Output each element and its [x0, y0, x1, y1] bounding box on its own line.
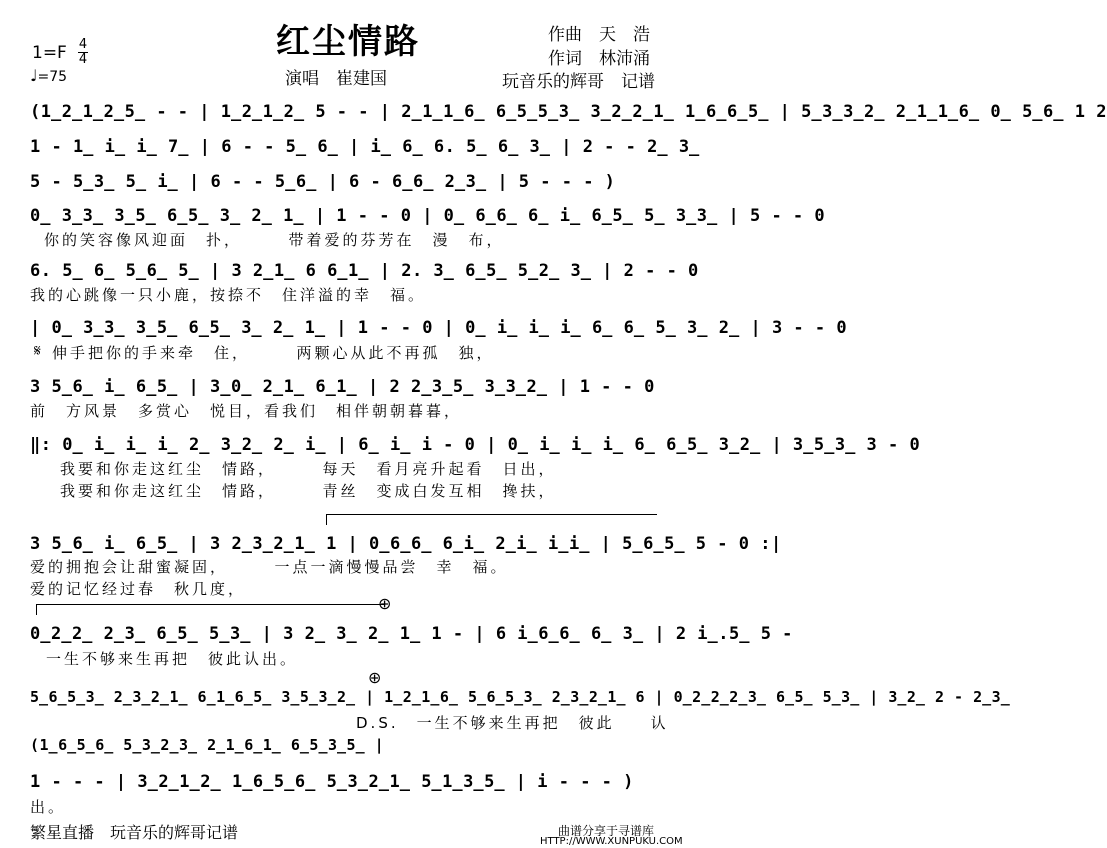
time-signature	[78, 38, 88, 67]
tempo-value: =75	[37, 69, 68, 85]
lyricist-credit: 作词 林沛涌	[548, 49, 650, 69]
melody-line-9: 3 5̲6̲ i̲ 6̲5̲ | 3 2̲3̲2̲1̲ 1 | 0̲6̲6̲ 6̲i̲ 2̲i̲ i̲i̲ | 5̲6̲5̲ 5 - 0 :|	[30, 534, 782, 554]
melody-line-4: 0̲ 3̲3̲ 3̲5̲ 6̲5̲ 3̲ 2̲ 1̲ | 1 - - 0 | 0̲ 6̲6̲ 6̲ i̲ 6̲5̲ 5̲ 3̲3̲ | 5 - - 0	[30, 206, 826, 226]
melody-line-8: ‖: 0̲ i̲ i̲ i̲ 2̲ 3̲2̲ 2̲ i̲ | 6̲ i̲ i - 0 | 0̲ i̲ i̲ i̲ 6̲ 6̲5̲ 3̲2̲ | 3̲5̲3̲ 3 - 0	[30, 435, 921, 455]
melody-line-12: (1̲6̲5̲6̲ 5̲3̲2̲3̲ 2̲1̲6̲1̲ 6̲5̲3̲5̲ |	[30, 736, 385, 754]
quarter-note-icon: ♩	[30, 66, 38, 85]
song-title: 红尘情路	[276, 22, 420, 62]
melody-line-3: 5 - 5̲3̲ 5̲ i̲ | 6 - - 5̲6̲ | 6 - 6̲6̲ 2̲3̲ | 5 - - - )	[30, 172, 616, 192]
key-signature: 1=F	[32, 43, 67, 63]
melody-line-6: | 0̲ 3̲3̲ 3̲5̲ 6̲5̲ 3̲ 2̲ 1̲ | 1 - - 0 | 0̲ i̲ i̲ i̲ 6̲ 6̲ 5̲ 3̲ 2̲ | 3 - - 0	[30, 318, 848, 338]
composer-credit: 作曲 天 浩	[548, 25, 650, 45]
lyric-line-7: 前 方风景 多赏心 悦目，看我们 相伴朝朝暮暮，	[30, 402, 463, 420]
coda-icon-2: ⊕	[368, 668, 382, 687]
time-top: 4	[78, 37, 88, 52]
lyric-line-8a: 我要和你走这红尘 情路， 每天 看月亮升起看 日出，	[60, 460, 557, 478]
volta-bracket-2	[36, 604, 385, 615]
melody-line-2: 1 - 1̲ i̲ i̲ 7̲ | 6 - - 5̲ 6̲ | i̲ 6̲ 6. 5̲ 6̲ 3̲ | 2 - - 2̲ 3̲	[30, 137, 700, 157]
lyric-line-11: D.S. 一生不够来生再把 彼此 认	[356, 714, 669, 732]
transcriber-credit: 玩音乐的辉哥 记谱	[502, 72, 655, 92]
footer-url: HTTP://WWW.XUNPUKU.COM	[540, 836, 683, 847]
footer-left: 繁星直播 玩音乐的辉哥记谱	[30, 823, 239, 842]
melody-line-7: 3 5̲6̲ i̲ 6̲5̲ | 3̲0̲ 2̲1̲ 6̲1̲ | 2 2̲3̲5̲ 3̲3̲2̲ | 1 - - 0	[30, 377, 655, 397]
melody-line-5: 6. 5̲ 6̲ 5̲6̲ 5̲ | 3 2̲1̲ 6 6̲1̲ | 2. 3̲ 6̲5̲ 5̲2̲ 3̲ | 2 - - 0	[30, 261, 699, 281]
lyric-line-10: 一生不够来生再把 彼此认出。	[46, 650, 299, 668]
tempo-marking	[30, 66, 67, 85]
lyric-line-13: 出。	[30, 798, 67, 816]
lyric-line-9a: 爱的拥抱会让甜蜜凝固， 一点一滴慢慢品尝 幸 福。	[30, 558, 509, 576]
lyric-line-9b: 爱的记忆经过春 秋几度，	[30, 580, 247, 598]
melody-line-1: (1̲2̲1̲2̲5̲ - - | 1̲2̲1̲2̲ 5 - - | 2̲1̲1̲6̲ 6̲5̲5̲3̲ 3̲2̲2̲1̲ 1̲6̲6̲5̲ | 5̲3̲3̲2̲ 2̲1̲1̲6̲ 0̲ 5̲6̲ 1 2	[30, 102, 1107, 122]
lyric-line-6: 伸手把你的手来牵 住， 两颗心从此不再孤 独，	[52, 344, 495, 362]
time-bottom: 4	[78, 52, 88, 67]
melody-line-10: 0̲2̲2̲ 2̲3̲ 6̲5̲ 5̲3̲ | 3 2̲ 3̲ 2̲ 1̲ 1 - | 6 i̲6̲6̲ 6̲ 3̲ | 2 i̲.5̲ 5 -	[30, 624, 793, 644]
lyric-line-5: 我的心跳像一只小鹿，按捺不 住洋溢的幸 福。	[30, 286, 427, 304]
singer-credit: 演唱 崔建国	[285, 69, 387, 89]
lyric-line-4: 你的笑容像风迎面 扑， 带着爱的芬芳在 漫 布，	[44, 231, 505, 249]
melody-line-13: 1 - - - | 3̲2̲1̲2̲ 1̲6̲5̲6̲ 5̲3̲2̲1̲ 5̲1̲3̲5̲ | i - - - )	[30, 772, 634, 792]
segno-icon: 𝄋	[34, 341, 41, 360]
volta-bracket-1	[326, 514, 657, 525]
melody-line-11: 5̲6̲5̲3̲ 2̲3̲2̲1̲ 6̲1̲6̲5̲ 3̲5̲3̲2̲ | 1̲2̲1̲6̲ 5̲6̲5̲3̲ 2̲3̲2̲1̲ 6 | 0̲2̲2̲2̲3̲ 6̲5̲ 5̲3̲ | 3̲2̲ 2 - 2̲3̲	[30, 688, 1011, 706]
footer-right: 曲谱分享于寻谱库	[558, 824, 655, 838]
coda-icon: ⊕	[378, 594, 392, 613]
lyric-line-8b: 我要和你走这红尘 情路， 青丝 变成白发互相 搀扶，	[60, 482, 557, 500]
